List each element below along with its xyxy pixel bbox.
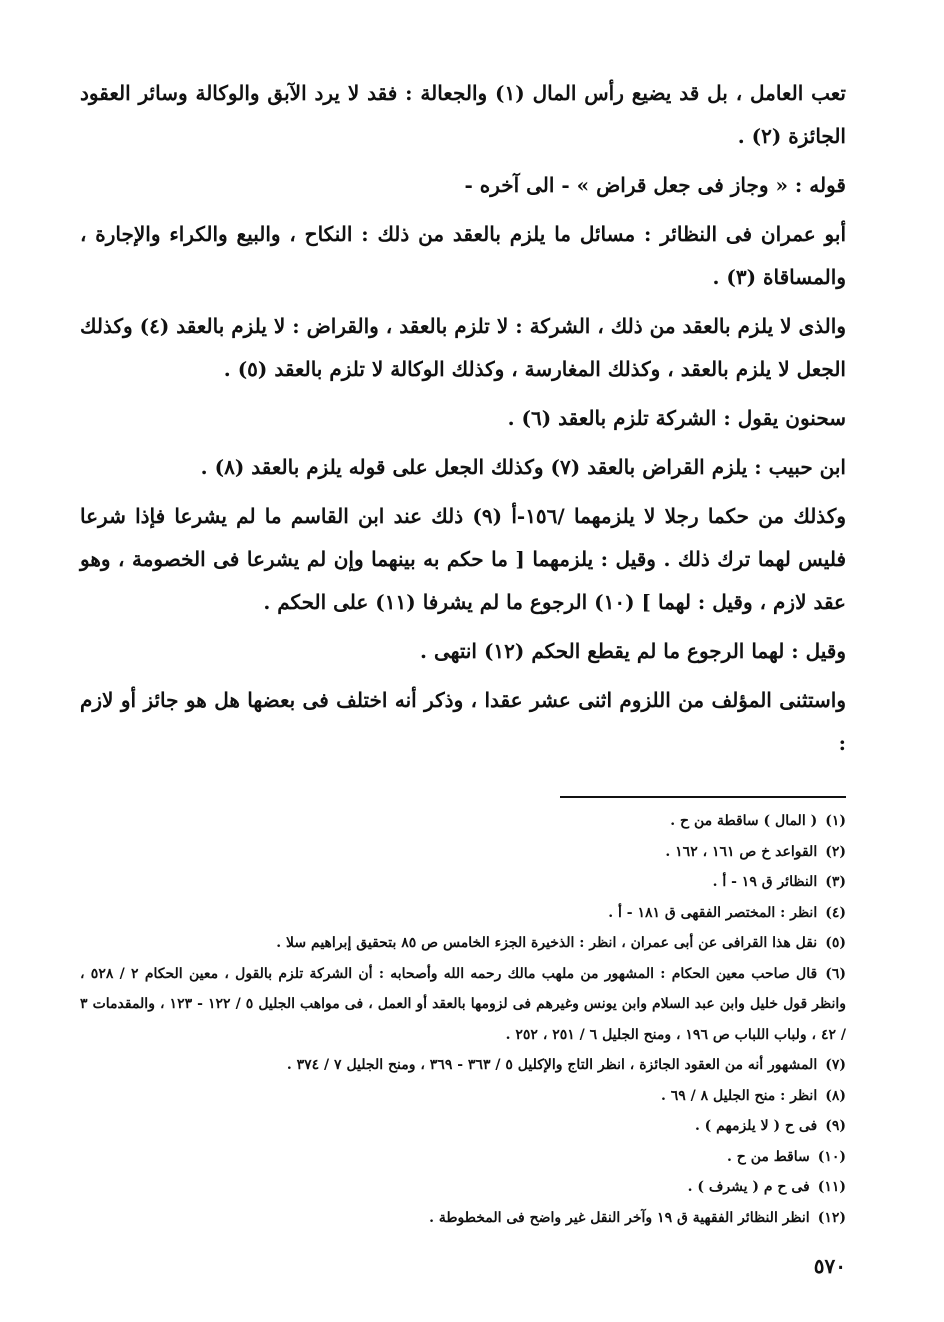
- paragraph-1: تعب العامل ، بل قد يضيع رأس المال (١) والجعالة : فقد لا يرد الآبق والوكالة وسائر العقود الجائزة (٢) .: [80, 81, 846, 148]
- footnote-10: [80, 1142, 846, 1173]
- footnote-number: (٨): [825, 1087, 846, 1104]
- footnote-text: القواعد خ ص ١٦١ ، ١٦٢ .: [665, 843, 818, 860]
- paragraph-9: واستثنى المؤلف من اللزوم اثنى عشر عقدا ، وذكر أنه اختلف فى بعضها هل هو جائز أو لازم :: [80, 688, 846, 755]
- footnote-8: [80, 1081, 846, 1112]
- footnote-9: [80, 1111, 846, 1142]
- paragraph-7: وكذلك من حكما رجلا لا يلزمهما /١٥٦-أ (٩) ذلك عند ابن القاسم ما لم يشرعا فإذا شرعا فليس لهما ترك ذلك . وقيل : يلزمهما [ ما حكم به بينهما وإن لم يشرعا فى الخصومة ، وهو عقد لازم ، وقيل : لهما ] (١٠) الرجوع ما لم يشرفا (١١) على الحكم .: [80, 504, 846, 614]
- footnote-number: (١): [825, 813, 846, 829]
- footnote-3: [80, 867, 846, 898]
- paragraph-3: أبو عمران فى النظائر : مسائل ما يلزم بالعقد من ذلك : النكاح ، والبيع والكراء والإجارة ، والمساقاة (٣) .: [80, 222, 846, 289]
- footnote-4: [80, 898, 846, 929]
- footnote-text: ساقط من ح .: [727, 1148, 810, 1165]
- paragraph-5: سحنون يقول : الشركة تلزم بالعقد (٦) .: [507, 406, 846, 430]
- footnote-text: ( المال ) ساقطة من ح .: [670, 813, 818, 829]
- main-text: [80, 72, 846, 771]
- footnote-text: المشهور أنه من العقود الجائزة ، انظر التاج والإكليل ٥ / ٣٦٣ - ٣٦٩ ، ومنح الجليل ٧ / ٣٧٤ .: [286, 1057, 818, 1073]
- footnote-number: (٦): [825, 965, 846, 982]
- footnote-separator: [560, 796, 846, 798]
- footnote-text: نقل هذا القرافى عن أبى عمران ، انظر : الذخيرة الجزء الخامس ص ٨٥ بتحقيق إبراهيم سلا .: [276, 935, 818, 951]
- footnote-number: (٣): [825, 874, 846, 890]
- footnote-number: (١٠): [817, 1148, 846, 1165]
- footnote-5: [80, 928, 846, 959]
- footnote-number: (١٢): [817, 1209, 846, 1226]
- footnote-text: فى ح م ( يشرف ) .: [687, 1179, 810, 1195]
- footnote-text: النظائر ق ١٩ - أ .: [712, 874, 818, 890]
- footnote-number: (٥): [825, 935, 846, 951]
- footnote-text: انظر النظائر الفقهية ق ١٩ وآخر النقل غير واضح فى المخطوطة .: [429, 1209, 810, 1226]
- footnote-text: انظر : المختصر الفقهى ق ١٨١ - أ .: [608, 904, 818, 921]
- footnote-number: (١١): [817, 1179, 846, 1195]
- paragraph-2: قوله : « وجاز فى جعل قراض » - الى آخره -: [464, 173, 846, 197]
- footnote-text: قال صاحب معين الحكام : المشهور من ملهب مالك رحمه الله وأصحابه : أن الشركة تلزم بالقول ، معين الحكام ٢ / ٥٢٨ ، وانظر قول خليل وابن عبد السلام وابن يونس وغيرهم فى لزومها بالعقد أو العمل ، فى مواهب الجليل ٥ / ١٢٢ - ١٢٣ ، والمقدمات ٣ / ٤٢ ، ولباب اللباب ص ١٩٦ ، ومنح الجليل ٦ / ٢٥١ ، ٢٥٢ .: [80, 965, 846, 1043]
- footnote-number: (٧): [825, 1057, 846, 1073]
- footnote-number: (٤): [825, 904, 846, 921]
- footnote-1: [80, 806, 846, 837]
- footnote-11: [80, 1172, 846, 1203]
- footnote-12: [80, 1203, 846, 1234]
- footnote-number: (٩): [825, 1118, 846, 1134]
- paragraph-4: والذى لا يلزم بالعقد من ذلك ، الشركة : لا تلزم بالعقد ، والقراض : لا يلزم بالعقد (٤) وكذلك الجعل لا يلزم بالعقد ، وكذلك المغارسة ، وكذلك الوكالة لا تلزم بالعقد (٥) .: [80, 314, 846, 381]
- page-number: ٥٧٠: [813, 1254, 846, 1278]
- paragraph-6: ابن حبيب : يلزم القراض بالعقد (٧) وكذلك الجعل على قوله يلزم بالعقد (٨) .: [200, 455, 846, 479]
- footnote-2: [80, 837, 846, 868]
- footnote-number: (٢): [825, 843, 846, 860]
- footnote-6: [80, 959, 846, 1051]
- footnote-text: انظر : منح الجليل ٨ / ٦٩ .: [660, 1087, 818, 1104]
- footnotes: [80, 806, 846, 1233]
- footnote-7: [80, 1050, 846, 1081]
- paragraph-8: وقيل : لهما الرجوع ما لم يقطع الحكم (١٢) انتهى .: [420, 639, 846, 663]
- footnote-text: فى ح ( لا يلزمهم ) .: [694, 1118, 818, 1134]
